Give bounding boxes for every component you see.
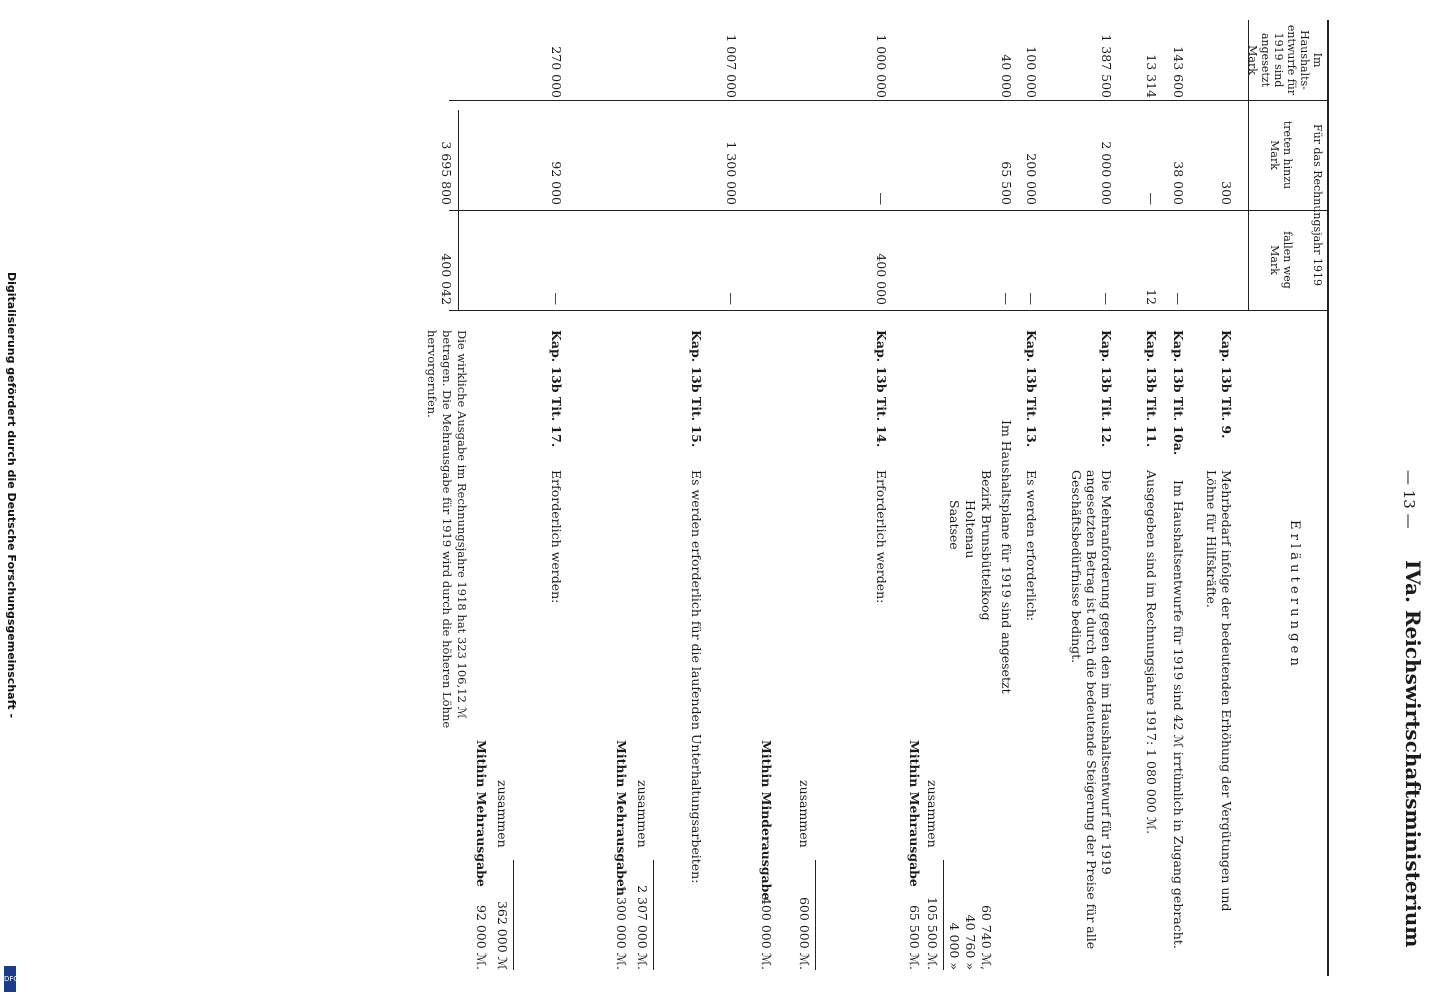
column-divider-2 — [449, 210, 1329, 211]
row-1-c1: 143 600 — [1171, 46, 1186, 98]
detail-0-value: 60 740 ℳ, — [979, 904, 994, 970]
page-title: IVa. Reichswirtschaftsministerium — [1401, 560, 1425, 948]
row-8-c1: 270 000 — [549, 46, 564, 98]
sum-rule-2 — [815, 860, 816, 970]
row-7-head: Kap. 13b Tit. 15. — [689, 330, 704, 448]
detail-6-label: Mithin Minderausgabe — [759, 740, 774, 901]
row-4-text: Es werden erforderlich: — [1024, 470, 1039, 622]
row-2-c3: 12 — [1144, 289, 1159, 305]
detail-2-label: Saatsee — [947, 500, 962, 550]
column-header-1: Im Haushalts-entwurfe für 1919 sind angesetzt Mark — [1246, 24, 1324, 96]
row-3-c1: 1 387 500 — [1099, 34, 1114, 98]
detail-3-label: zusammen — [925, 780, 940, 848]
row-3-c3: — — [1099, 292, 1114, 305]
detail-5-label: zusammen — [797, 780, 812, 848]
detail-7-label: zusammen — [635, 780, 650, 848]
row-2-c1: 13 314 — [1144, 54, 1159, 98]
sum-rule-3 — [653, 860, 654, 970]
row-5-c1: 40 000 — [999, 54, 1014, 98]
row-3-head: Kap. 13b Tit. 12. — [1099, 330, 1114, 448]
row-6-c1: 1 000 000 — [874, 34, 889, 98]
column-divider-1 — [449, 100, 1329, 101]
row-6-c2: — — [874, 192, 889, 205]
row-3-text: Die Mehranforderung gegen den im Haushaltsentwurf für 1919 angesetzten Betrag ist durch die bedeutende Steigerung der Preise für alle Geschäftsbedürfnisse bedingt. — [1069, 470, 1114, 950]
dfg-logo: DFG — [4, 966, 16, 992]
footer-note: Die wirkliche Ausgabe im Rechnungsjahre 1918 hat 323 106,12 ℳ betragen. Die Mehrausgabe für 1919 wird durch die höheren Löhne hervorgerufen. — [425, 330, 469, 729]
detail-1-value: 40 760 » — [963, 914, 978, 970]
row-5-text: Im Haushaltsplane für 1919 sind angesetzt — [999, 420, 1014, 694]
sum-rule-4 — [513, 860, 514, 970]
total-c3: 400 042 — [439, 253, 454, 305]
row-7-c2: 1 300 000 — [724, 141, 739, 205]
row-2-text: Ausgegeben sind im Rechnungsjahre 1917: 1 080 000 ℳ. — [1144, 470, 1159, 835]
column-divider-3 — [449, 310, 1329, 311]
row-5-c2: 65 500 — [999, 161, 1014, 205]
row-2-head: Kap. 13b Tit. 11. — [1144, 330, 1159, 448]
row-4-c3: — — [1024, 292, 1039, 305]
detail-4-label: Mithin Mehrausgabe — [907, 740, 922, 887]
detail-0-label: Bezirk Brunsbüttelkoog — [979, 470, 994, 621]
totals-rule — [458, 110, 459, 310]
detail-8-value: 1 300 000 ℳ. — [614, 885, 629, 970]
detail-10-value: 92 000 ℳ. — [474, 904, 489, 970]
row-0-head: Kap. 13b Tit. 9. — [1219, 330, 1234, 439]
detail-10-label: Mithin Mehrausgabe — [474, 740, 489, 887]
row-7-text: Es werden erforderlich für die laufenden Unterhaltungsarbeiten: — [689, 470, 704, 884]
detail-9-label: zusammen — [495, 780, 510, 848]
row-4-c1: 100 000 — [1024, 46, 1039, 98]
total-c2: 3 695 800 — [439, 141, 454, 205]
detail-3-value: 105 500 ℳ. — [925, 896, 940, 970]
section-heading: E r l ä u t e r u n g e n — [1287, 520, 1302, 666]
detail-5-value: 600 000 ℳ. — [797, 896, 812, 970]
detail-4-value: 65 500 ℳ. — [907, 904, 922, 970]
row-3-c2: 2 000 000 — [1099, 141, 1114, 205]
detail-9-value: 362 000 ℳ — [495, 900, 510, 970]
row-1-head: Kap. 13b Tit. 10a. — [1171, 330, 1186, 456]
row-0-c2: 300 — [1219, 181, 1234, 205]
column-header-3: fallen weg Mark — [1268, 231, 1294, 289]
header-rule — [1327, 20, 1329, 976]
row-7-c1: 1 007 000 — [724, 34, 739, 98]
row-6-text: Erforderlich werden: — [874, 470, 889, 604]
detail-7-value: 2 307 000 ℳ. — [635, 885, 650, 970]
row-8-c2: 92 000 — [549, 161, 564, 205]
detail-8-label: Mithin Mehrausgaben — [614, 740, 629, 896]
row-8-text: Erforderlich werden: — [549, 470, 564, 604]
detail-6-value: 400 000 ℳ. — [759, 896, 774, 970]
row-1-text: Im Haushaltsentwurfe für 1919 sind 42 ℳ irrtümlich in Zugang gebracht. — [1171, 480, 1186, 949]
row-2-c2: — — [1144, 192, 1159, 205]
detail-1-label: Holtenau — [963, 500, 978, 559]
row-1-c2: 38 000 — [1171, 161, 1186, 205]
row-6-c3: 400 000 — [874, 253, 889, 305]
column-header-2: treten hinzu Mark — [1268, 120, 1294, 190]
sum-rule — [943, 860, 944, 970]
side-strip — [0, 0, 20, 1000]
row-7-c3: — — [724, 292, 739, 305]
row-8-c3: — — [549, 292, 564, 305]
row-4-c2: 200 000 — [1024, 153, 1039, 205]
column-header-2a: Für das Rechnungsjahr 1919 — [1311, 124, 1324, 286]
row-6-head: Kap. 13b Tit. 14. — [874, 330, 889, 448]
row-4-head: Kap. 13b Tit. 13. — [1024, 330, 1039, 448]
row-5-c3: — — [999, 292, 1014, 305]
side-label: Digitalisierung gefördert durch die Deutsche Forschungsgemeinschaft - — [5, 271, 18, 719]
row-0-text: Mehrbedarf infolge der bedeutenden Erhöhung der Vergütungen und Löhne für Hilfskräfte. — [1204, 470, 1234, 912]
page-number: — 13 — — [1400, 470, 1418, 529]
row-1-c3: — — [1171, 292, 1186, 305]
detail-2-value: 4 000 » — [947, 922, 962, 970]
row-8-head: Kap. 13b Tit. 17. — [549, 330, 564, 448]
